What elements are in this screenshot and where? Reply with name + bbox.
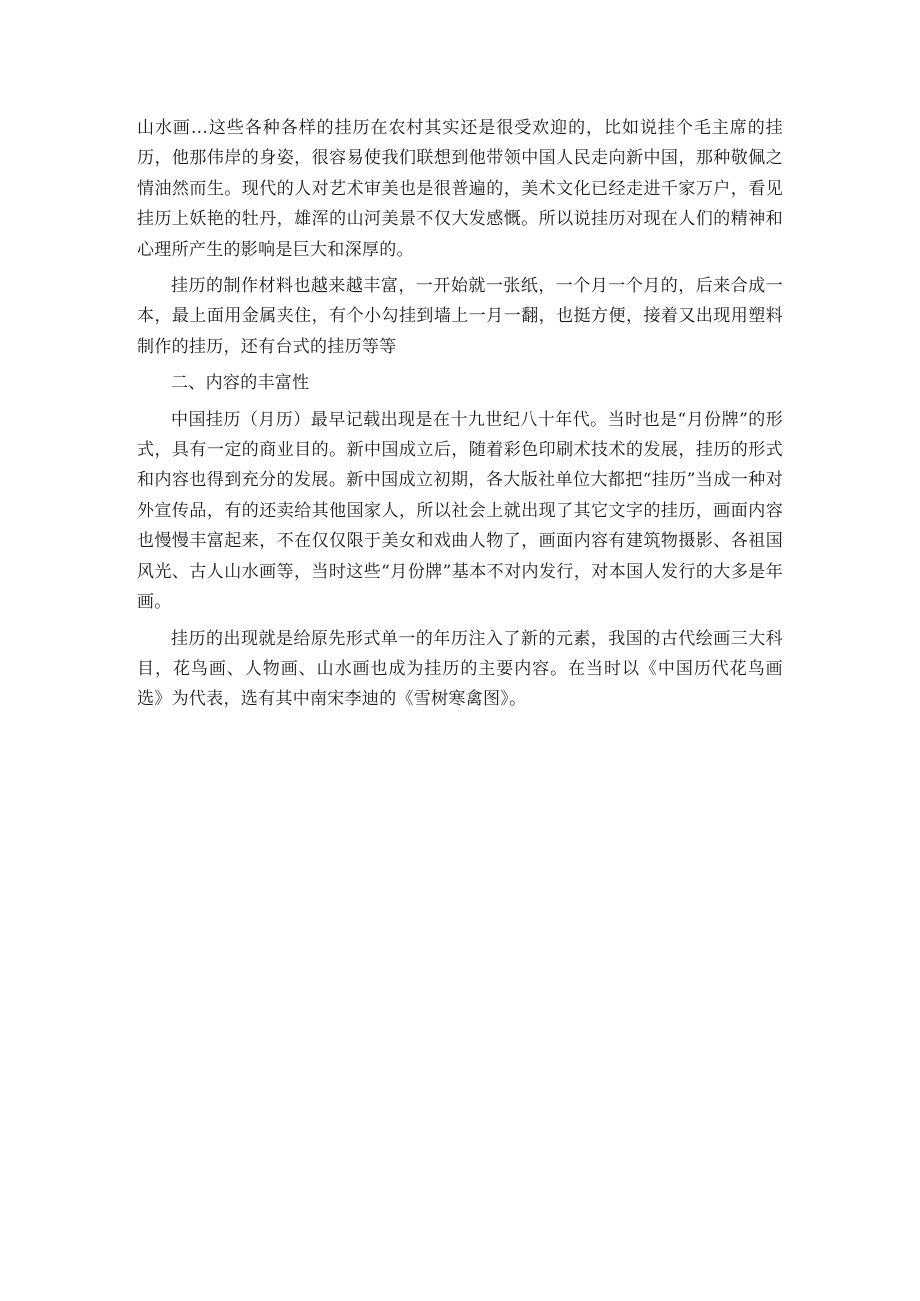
paragraph-content: 挂历的出现就是给原先形式单一的年历注入了新的元素，我国的古代绘画三大科目，花鸟画、人物画、山水画也成为挂历的主要内容。在当时以《中国历代花鸟画选》为代表，选有其中南宋李迪的《雪树寒禽图》。: [137, 628, 783, 710]
section-heading: 二、内容的丰富性: [171, 373, 310, 394]
paragraph-materials: 挂历的制作材料也越来越丰富，一开始就一张纸，一个月一个月的，后来合成一本，最上面用金属夹住，有个小勾挂到墙上一月一翻，也挺方便，接着又出现用塑料制作的挂历，还有台式的挂历等等: [137, 276, 783, 357]
paragraph-continued: 山水画…这些各种各样的挂历在农村其实还是很受欢迎的，比如说挂个毛主席的挂历，他那伟岸的身姿，很容易使我们联想到他带领中国人民走向新中国，那种敬佩之情油然而生。现代的人对艺术审美也是很普遍的，美术文化已经走进千家万户，看见挂历上妖艳的牡丹，雄浑的山河美景不仅大发感慨。所以说挂历对现在人们的精神和心理所产生的影响是巨大和深厚的。: [137, 118, 783, 260]
paragraph-history: 中国挂历（月历）最早记载出现是在十九世纪八十年代。当时也是“月份牌”的形式，具有一定的商业目的。新中国成立后，随着彩色印刷术技术的发展，挂历的形式和内容也得到充分的发展。新中国成立初期，各大版社单位大都把“挂历”当成一种对外宣传品，有的还卖给其他国家人，所以社会上就出现了其它文字的挂历，画面内容也慢慢丰富起来，不在仅仅限于美女和戏曲人物了，画面内容有建筑物摄影、各祖国风光、古人山水画等，当时这些“月份牌”基本不对内发行，对本国人发行的大多是年画。: [137, 409, 783, 613]
document-body: [137, 113, 783, 715]
